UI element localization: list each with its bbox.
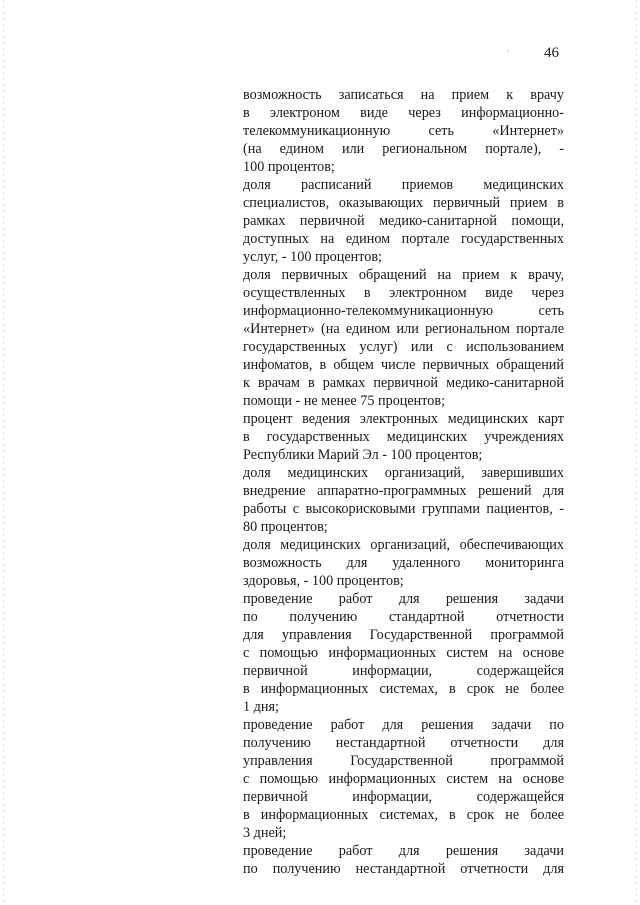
text-line: возможность для удаленного мониторинга	[243, 555, 564, 571]
text-line: (на едином или региональном портале), -	[243, 141, 564, 157]
text-line: инфоматов, в общем числе первичных обращений	[243, 357, 564, 373]
text-line: государственных услуг) или с использованием	[243, 339, 564, 355]
text-line: услуг, - 100 процентов;	[243, 249, 382, 265]
text-line: к врачам в рамках первичной медико-санитарной	[243, 375, 564, 391]
left-scan-edge	[3, 0, 4, 905]
text-line: с помощью информационных систем на основе	[243, 645, 564, 661]
text-line: проведение работ для решения задачи	[243, 591, 564, 607]
text-line: Республики Марий Эл - 100 процентов;	[243, 447, 483, 463]
text-line: по получению нестандартной отчетности для	[243, 861, 564, 877]
text-line: в государственных медицинских учреждениях	[243, 429, 564, 445]
text-line: телекоммуникационную сеть «Интернет»	[243, 123, 564, 139]
text-line: процент ведения электронных медицинских карт	[243, 411, 564, 427]
text-line: получению нестандартной отчетности для	[243, 735, 564, 751]
text-line: осуществленных в электронном виде через	[243, 285, 564, 301]
page-number: 46	[544, 45, 559, 61]
document-body	[243, 86, 564, 878]
text-line: в информационных системах, в срок не более	[243, 807, 564, 823]
text-line: информационно-телекоммуникационную сеть	[243, 303, 564, 319]
text-line: доля медицинских организаций, обеспечивающих	[243, 537, 564, 553]
text-line: доля медицинских организаций, завершивших	[243, 465, 564, 481]
text-line: в электроном виде через информационно-	[243, 105, 564, 121]
text-line: по получению стандартной отчетности	[243, 609, 564, 625]
text-line: с помощью информационных систем на основе	[243, 771, 564, 787]
text-line: возможность записаться на прием к врачу	[243, 87, 564, 103]
text-line: проведение работ для решения задачи по	[243, 717, 564, 733]
text-line: доступных на едином портале государственных	[243, 231, 564, 247]
text-line: здоровья, - 100 процентов;	[243, 573, 404, 589]
text-line: внедрение аппаратно-программных решений для	[243, 483, 564, 499]
text-line: 80 процентов;	[243, 519, 328, 535]
text-line: для управления Государственной программой	[243, 627, 564, 643]
text-line: управления Государственной программой	[243, 753, 564, 769]
text-line: доля расписаний приемов медицинских	[243, 177, 564, 193]
text-line: доля первичных обращений на прием к врачу,	[243, 267, 564, 283]
text-line: 100 процентов;	[243, 159, 335, 175]
text-line: 1 дня;	[243, 699, 279, 715]
right-scan-edge	[636, 0, 637, 905]
text-line: в информационных системах, в срок не более	[243, 681, 564, 697]
text-line: первичной информации, содержащейся	[243, 789, 564, 805]
text-line: работы с высокорисковыми группами пациентов, -	[243, 501, 564, 517]
text-line: рамках первичной медико-санитарной помощи,	[243, 213, 564, 229]
text-line: 3 дней;	[243, 825, 287, 841]
scan-speck	[507, 50, 509, 52]
text-line: проведение работ для решения задачи	[243, 843, 564, 859]
text-line: «Интернет» (на едином или региональном портале	[243, 321, 564, 337]
text-line: первичной информации, содержащейся	[243, 663, 564, 679]
text-line: специалистов, оказывающих первичный прием в	[243, 195, 564, 211]
text-line: помощи - не менее 75 процентов;	[243, 393, 446, 409]
